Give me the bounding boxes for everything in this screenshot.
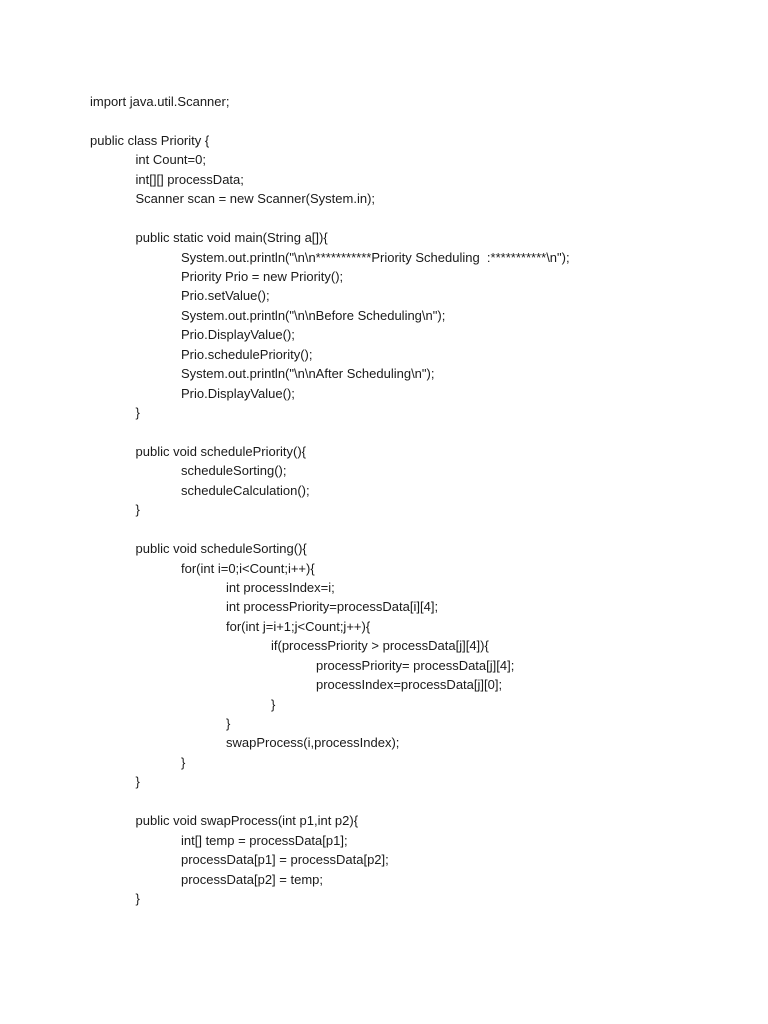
- code-line: [90, 422, 750, 441]
- code-line: Prio.setValue();: [181, 288, 270, 304]
- code-line: Prio.DisplayValue();: [181, 385, 295, 401]
- code-line: scheduleCalculation();: [181, 482, 310, 498]
- code-line: Prio.schedulePriority();: [181, 346, 313, 362]
- code-line: Scanner scan = new Scanner(System.in);: [135, 191, 376, 207]
- code-line: System.out.println("\n\n***********Priority Scheduling :***********\n");: [181, 249, 570, 265]
- code-line: for(int i=0;i<Count;i++){: [181, 560, 315, 576]
- code-line: int processIndex=i;: [226, 579, 335, 595]
- code-line: swapProcess(i,processIndex);: [226, 735, 400, 751]
- code-line: [90, 111, 750, 130]
- code-line: public class Priority {: [90, 132, 210, 148]
- code-line: int Count=0;: [135, 152, 206, 168]
- code-line: [90, 209, 750, 228]
- code-line: public void scheduleSorting(){: [135, 541, 307, 557]
- code-line: int[] temp = processData[p1];: [181, 832, 348, 848]
- code-line: public void schedulePriority(){: [135, 443, 307, 459]
- code-line: }: [226, 716, 231, 731]
- code-line: public void swapProcess(int p1,int p2){: [135, 813, 359, 829]
- code-line: scheduleSorting();: [181, 463, 287, 479]
- code-line: }: [135, 405, 140, 420]
- code-line: import java.util.Scanner;: [90, 94, 230, 109]
- code-line: }: [135, 502, 140, 518]
- code-line: processPriority= processData[j][4];: [316, 657, 515, 673]
- code-listing: [90, 92, 750, 908]
- code-line: [90, 792, 750, 811]
- code-line: Priority Prio = new Priority();: [181, 268, 344, 284]
- code-line: }: [181, 754, 186, 770]
- code-line: for(int j=i+1;j<Count;j++){: [226, 618, 371, 634]
- code-line: processIndex=processData[j][0];: [316, 677, 503, 693]
- code-line: }: [271, 696, 276, 712]
- code-line: }: [135, 890, 140, 906]
- code-line: System.out.println("\n\nBefore Scheduling\n");: [181, 307, 446, 323]
- code-line: processData[p1] = processData[p2];: [181, 852, 389, 868]
- code-line: int[][] processData;: [135, 171, 244, 187]
- code-line: if(processPriority > processData[j][4]){: [271, 638, 489, 654]
- code-line: System.out.println("\n\nAfter Scheduling\n");: [181, 366, 435, 382]
- code-line: Prio.DisplayValue();: [181, 327, 295, 343]
- code-line: [90, 520, 750, 539]
- code-line: processData[p2] = temp;: [181, 871, 323, 887]
- code-line: public static void main(String a[]){: [135, 230, 328, 246]
- code-line: int processPriority=processData[i][4];: [226, 599, 439, 615]
- code-line: }: [135, 774, 140, 790]
